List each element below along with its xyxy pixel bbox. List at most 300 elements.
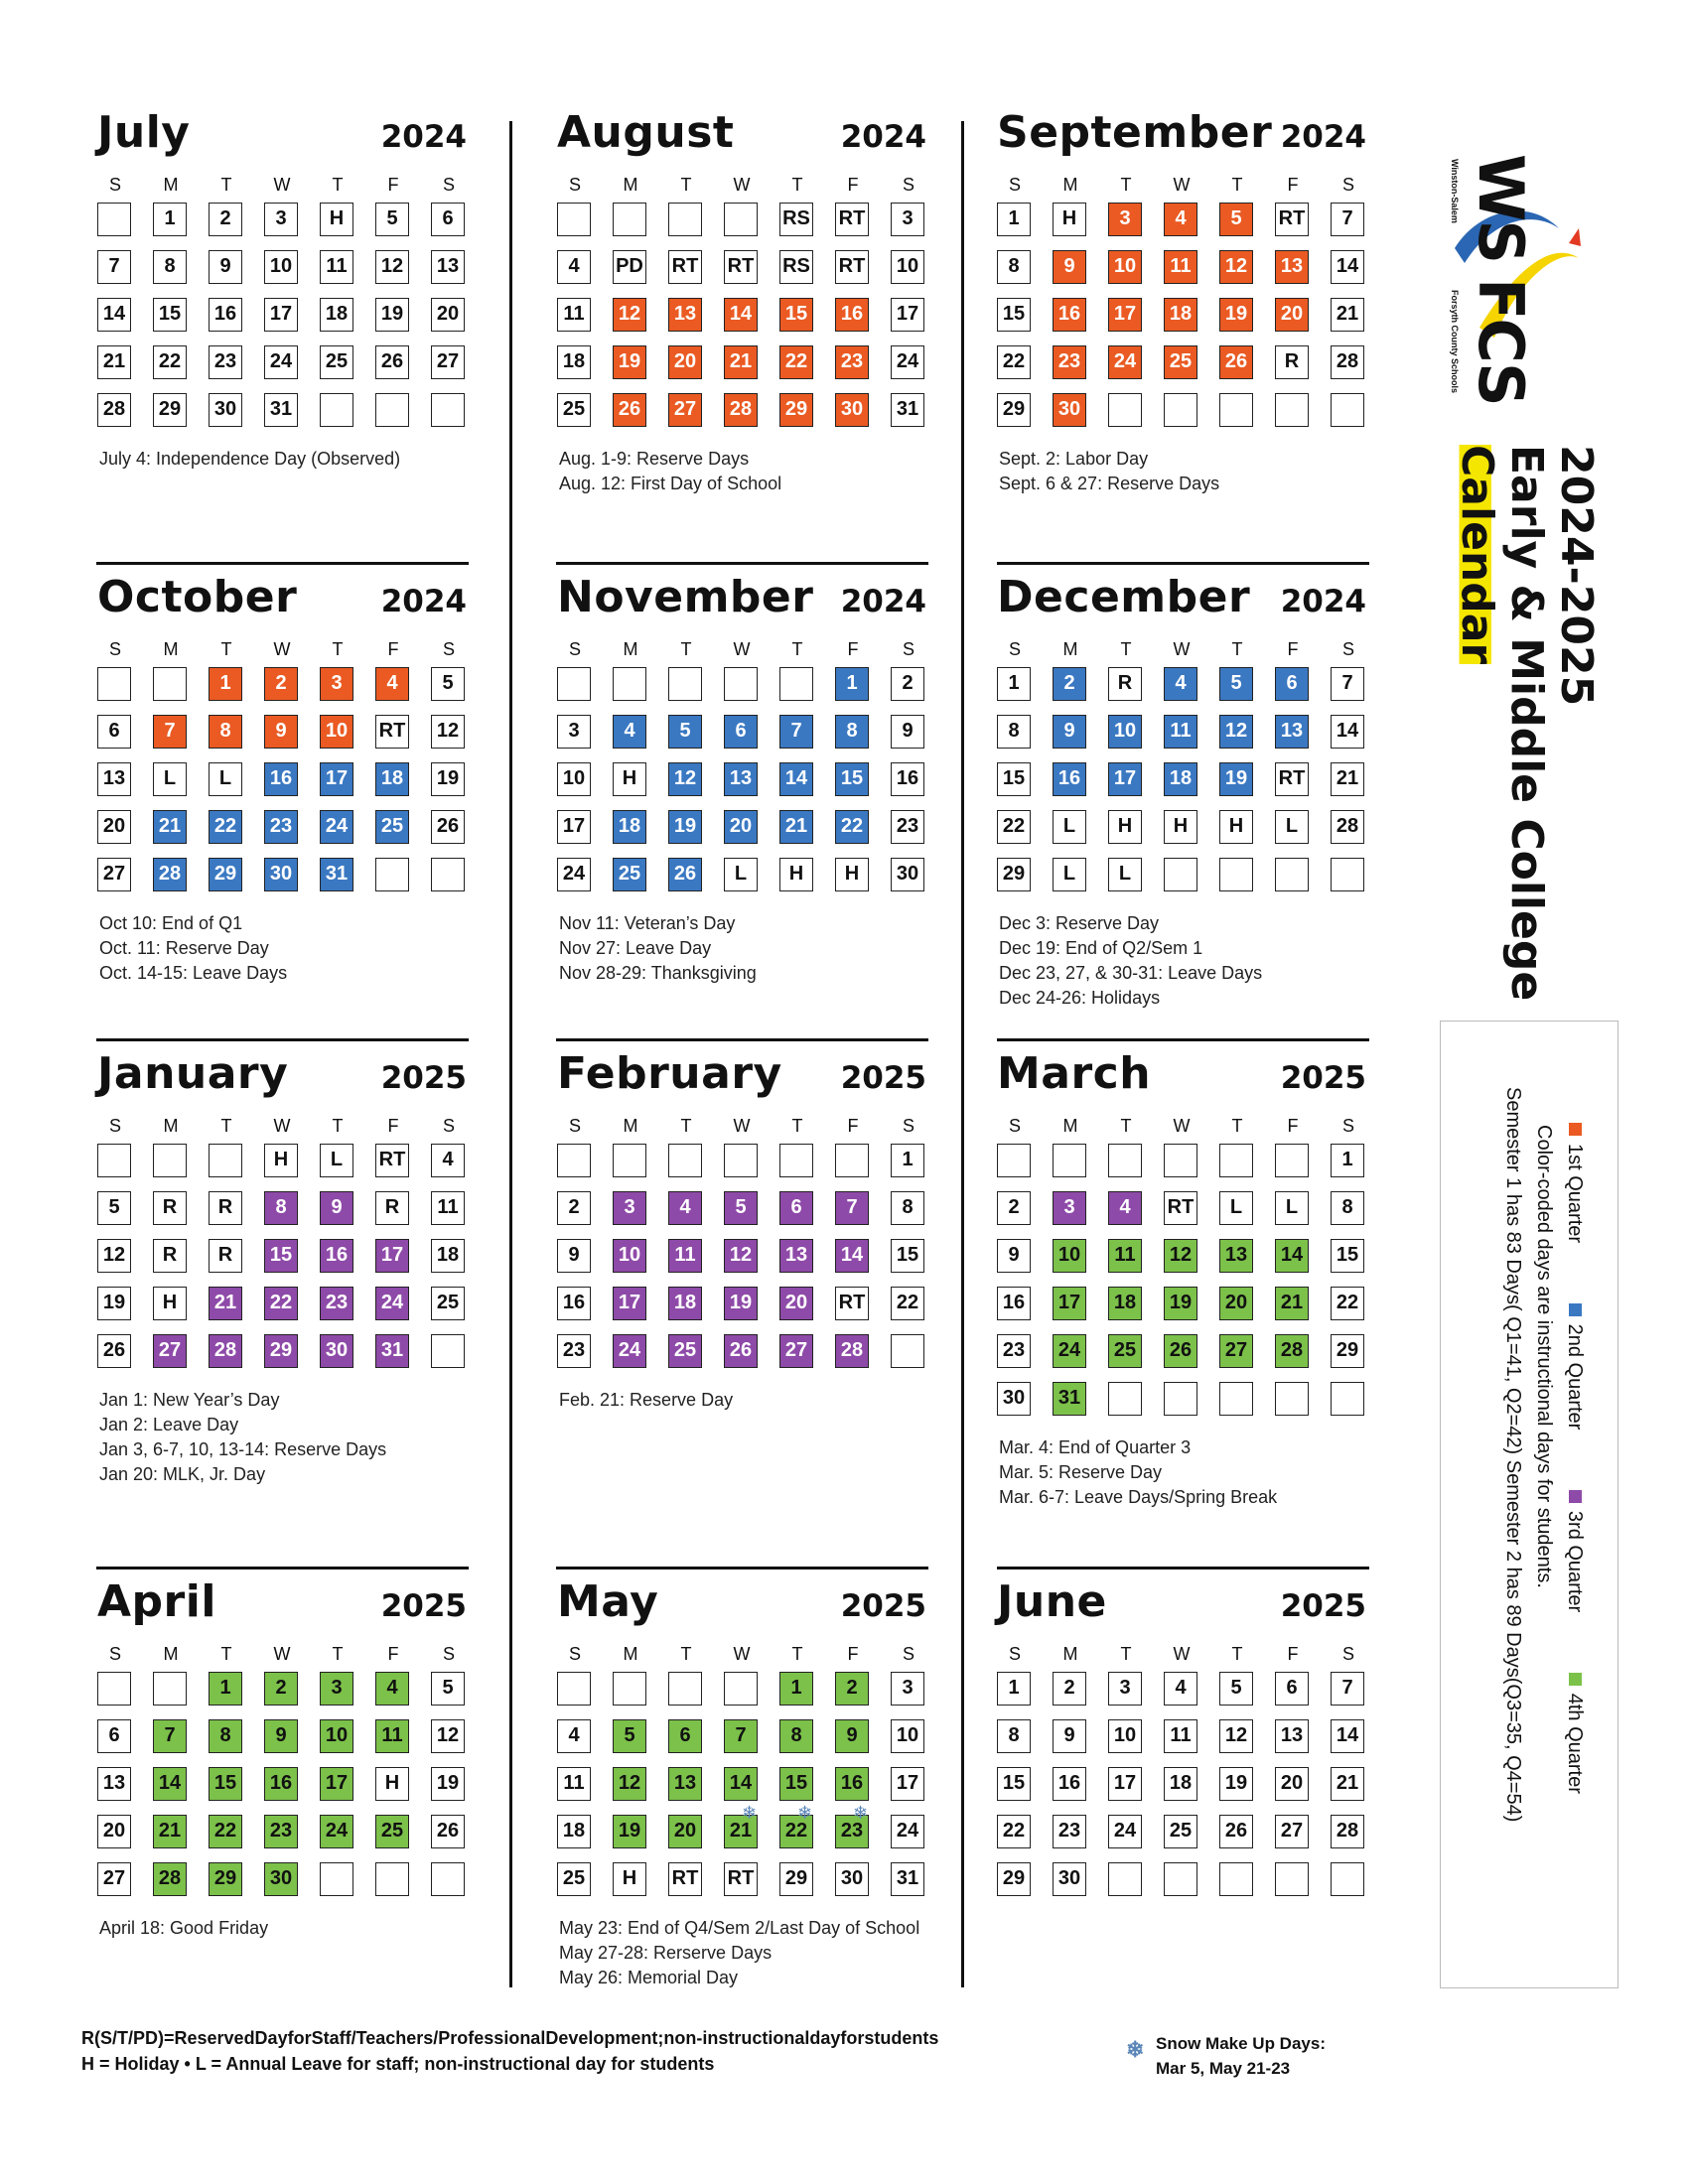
day-cell: 26 — [724, 1334, 758, 1368]
weekday-label: W — [1173, 175, 1191, 195]
weekday-label: S — [902, 1116, 914, 1136]
weekday-label: S — [108, 175, 121, 195]
day-cell: 7 — [153, 1719, 187, 1753]
day-cell: 16 — [1053, 1767, 1086, 1801]
month-year: 2025 — [840, 1060, 926, 1096]
day-cell: L — [1219, 1191, 1253, 1225]
empty-day-cell — [557, 203, 591, 236]
empty-day-cell — [1108, 1382, 1142, 1416]
weekday-label: F — [387, 639, 399, 659]
day-cell: 25 — [613, 858, 646, 891]
empty-day-cell — [724, 667, 758, 701]
weekday-header — [997, 1106, 1374, 1144]
empty-day-cell — [1219, 1144, 1253, 1177]
day-cell: 20 — [97, 1815, 131, 1848]
month-header — [557, 107, 934, 165]
day-cell: 12 — [613, 298, 646, 332]
weekday-label: S — [568, 639, 581, 659]
legend-q1-label: 1st Quarter — [1564, 1144, 1586, 1244]
day-cell: 28 — [1275, 1334, 1309, 1368]
day-cell: 15 — [264, 1239, 298, 1273]
day-cell: 11 — [1164, 250, 1197, 284]
day-cell: 2 — [557, 1191, 591, 1225]
weekday-label: T — [791, 175, 803, 195]
legend-description: Color-coded days are instructional days for students. — [1533, 1125, 1555, 1588]
weekday-label: S — [1341, 1116, 1354, 1136]
empty-day-cell — [375, 393, 409, 427]
day-grid — [557, 1144, 934, 1382]
month-header — [97, 1048, 475, 1106]
day-cell: 23 — [209, 345, 242, 379]
day-cell: 11 — [557, 298, 591, 332]
weekday-label: S — [108, 639, 121, 659]
day-cell: 12 — [1164, 1239, 1197, 1273]
day-cell: 22 — [779, 1815, 813, 1848]
day-cell: 8 — [264, 1191, 298, 1225]
note-line: Jan 2: Leave Day — [99, 1415, 239, 1434]
month-name: August — [557, 107, 735, 158]
month-march — [997, 1048, 1374, 1510]
month-header — [97, 107, 475, 165]
day-cell: 10 — [557, 762, 591, 796]
empty-day-cell — [431, 1862, 465, 1896]
day-cell: 5 — [1219, 667, 1253, 701]
month-name: March — [997, 1048, 1152, 1099]
weekday-label: S — [902, 1644, 914, 1664]
day-cell: 29 — [209, 858, 242, 891]
day-cell: 13 — [97, 1767, 131, 1801]
day-cell: 20 — [1275, 298, 1309, 332]
weekday-label: T — [1231, 1116, 1243, 1136]
day-cell: 28 — [209, 1334, 242, 1368]
empty-day-cell — [431, 858, 465, 891]
month-name: February — [557, 1048, 782, 1099]
day-cell: 12 — [724, 1239, 758, 1273]
day-cell: 30 — [835, 1862, 869, 1896]
day-cell: 4 — [1164, 203, 1197, 236]
day-cell: 2 — [264, 1672, 298, 1706]
day-cell: RT — [668, 250, 702, 284]
day-cell: 4 — [375, 667, 409, 701]
day-cell: 13 — [668, 1767, 702, 1801]
day-cell: 17 — [320, 762, 353, 796]
day-cell: 26 — [375, 345, 409, 379]
day-cell: 10 — [264, 250, 298, 284]
weekday-label: T — [1231, 1644, 1243, 1664]
month-october — [97, 572, 475, 986]
day-grid — [997, 1672, 1374, 1910]
day-cell: RT — [835, 250, 869, 284]
weekday-label: S — [568, 175, 581, 195]
empty-day-cell — [153, 1672, 187, 1706]
day-cell: 29 — [997, 393, 1031, 427]
day-cell: 24 — [375, 1287, 409, 1320]
day-cell: 16 — [209, 298, 242, 332]
weekday-header — [997, 1634, 1374, 1672]
day-cell: 14 — [1331, 250, 1364, 284]
weekday-label: S — [568, 1116, 581, 1136]
note-line: July 4: Independence Day (Observed) — [99, 449, 401, 469]
footer-legend — [81, 2025, 938, 2077]
empty-day-cell — [1275, 1382, 1309, 1416]
day-cell: RT — [1275, 762, 1309, 796]
row-divider — [997, 562, 1369, 565]
day-cell: 17 — [1108, 1767, 1142, 1801]
day-cell: 22 — [153, 345, 187, 379]
day-cell: 24 — [1108, 1815, 1142, 1848]
day-cell: 17 — [1053, 1287, 1086, 1320]
day-cell: 26 — [431, 1815, 465, 1848]
note-line: Mar. 4: End of Quarter 3 — [999, 1437, 1192, 1457]
weekday-label: T — [332, 639, 344, 659]
day-cell: 9 — [264, 715, 298, 749]
day-cell: 15 — [997, 762, 1031, 796]
day-cell: 31 — [264, 393, 298, 427]
day-cell: 25 — [1164, 345, 1197, 379]
weekday-label: W — [733, 639, 751, 659]
note-line: Oct 10: End of Q1 — [99, 913, 243, 933]
day-cell: 23 — [835, 1815, 869, 1848]
note-line: Mar. 5: Reserve Day — [999, 1462, 1163, 1482]
day-cell: 21 — [724, 1815, 758, 1848]
legend-q3-swatch — [1569, 1490, 1582, 1503]
day-cell: 5 — [97, 1191, 131, 1225]
day-cell: 2 — [209, 203, 242, 236]
day-cell: 23 — [835, 345, 869, 379]
day-cell: 9 — [891, 715, 924, 749]
day-cell: 18 — [1164, 298, 1197, 332]
day-cell: 19 — [1164, 1287, 1197, 1320]
day-cell: 6 — [1275, 1672, 1309, 1706]
day-cell: 15 — [153, 298, 187, 332]
day-cell: 19 — [1219, 298, 1253, 332]
weekday-label: M — [163, 1644, 179, 1664]
empty-day-cell — [613, 203, 646, 236]
day-cell: H — [613, 762, 646, 796]
weekday-label: T — [680, 1644, 692, 1664]
empty-day-cell — [209, 1144, 242, 1177]
empty-day-cell — [1053, 1144, 1086, 1177]
day-cell: 6 — [668, 1719, 702, 1753]
day-cell: 21 — [1331, 762, 1364, 796]
day-cell: 28 — [1331, 1815, 1364, 1848]
day-cell: 5 — [724, 1191, 758, 1225]
empty-day-cell — [1108, 393, 1142, 427]
day-cell: 20 — [724, 810, 758, 844]
day-cell: 13 — [1275, 715, 1309, 749]
weekday-label: S — [1008, 1644, 1021, 1664]
day-cell: 1 — [209, 667, 242, 701]
weekday-label: W — [1173, 639, 1191, 659]
weekday-label: T — [1120, 175, 1132, 195]
empty-day-cell — [557, 667, 591, 701]
month-name: April — [97, 1576, 216, 1627]
weekday-label: S — [108, 1644, 121, 1664]
column-divider-1 — [509, 121, 512, 1987]
day-cell: 4 — [1164, 1672, 1197, 1706]
day-cell: 27 — [1275, 1815, 1309, 1848]
day-cell: 23 — [891, 810, 924, 844]
month-september — [997, 107, 1374, 496]
weekday-label: T — [332, 1116, 344, 1136]
empty-day-cell — [724, 203, 758, 236]
day-cell: L — [1108, 858, 1142, 891]
day-cell: 6 — [97, 715, 131, 749]
weekday-label: S — [1008, 175, 1021, 195]
day-cell: H — [264, 1144, 298, 1177]
day-cell: 25 — [320, 345, 353, 379]
empty-day-cell — [1275, 1862, 1309, 1896]
month-year: 2025 — [380, 1588, 467, 1624]
day-cell: 28 — [1331, 345, 1364, 379]
day-cell: 18 — [1108, 1287, 1142, 1320]
day-cell: 26 — [1219, 345, 1253, 379]
day-cell: 7 — [1331, 203, 1364, 236]
day-cell: 16 — [1053, 762, 1086, 796]
day-cell: 16 — [1053, 298, 1086, 332]
day-cell: R — [1108, 667, 1142, 701]
empty-day-cell — [779, 667, 813, 701]
day-cell: 18 — [1164, 1767, 1197, 1801]
day-cell: H — [779, 858, 813, 891]
day-cell: 24 — [320, 810, 353, 844]
weekday-label: S — [1008, 639, 1021, 659]
day-cell: 28 — [1331, 810, 1364, 844]
day-cell: 23 — [264, 1815, 298, 1848]
month-name: July — [97, 107, 191, 158]
day-cell: 7 — [1331, 1672, 1364, 1706]
day-cell: 14 — [97, 298, 131, 332]
day-cell: 8 — [209, 1719, 242, 1753]
day-cell: 13 — [668, 298, 702, 332]
day-cell: 1 — [997, 1672, 1031, 1706]
day-cell: 16 — [997, 1287, 1031, 1320]
day-cell: 1 — [209, 1672, 242, 1706]
month-header — [997, 572, 1374, 629]
day-cell: 24 — [1053, 1334, 1086, 1368]
month-year: 2024 — [380, 119, 467, 155]
day-cell: 26 — [613, 393, 646, 427]
day-cell: 19 — [724, 1287, 758, 1320]
day-cell: 24 — [557, 858, 591, 891]
legend-semesters: Semester 1 has 83 Days( Q1=41, Q2=42) Semester 2 has 89 Days(Q3=35, Q4=54) — [1502, 1087, 1524, 1823]
day-cell: R — [375, 1191, 409, 1225]
day-cell: 22 — [779, 345, 813, 379]
day-cell: 3 — [1053, 1191, 1086, 1225]
note-line: Dec 19: End of Q2/Sem 1 — [999, 938, 1203, 958]
month-header — [557, 1048, 934, 1106]
day-cell: 3 — [891, 203, 924, 236]
day-cell: 14 — [724, 1767, 758, 1801]
day-grid — [97, 1144, 475, 1382]
month-header — [997, 1576, 1374, 1634]
day-cell: 8 — [891, 1191, 924, 1225]
day-cell: 4 — [557, 250, 591, 284]
day-cell: 9 — [835, 1719, 869, 1753]
day-cell: 3 — [891, 1672, 924, 1706]
weekday-label: S — [902, 175, 914, 195]
empty-day-cell — [724, 1672, 758, 1706]
day-cell: 16 — [264, 1767, 298, 1801]
weekday-label: T — [1231, 175, 1243, 195]
day-cell: H — [1108, 810, 1142, 844]
day-cell: 7 — [1331, 667, 1364, 701]
empty-day-cell — [320, 1862, 353, 1896]
weekday-label: W — [273, 1116, 291, 1136]
day-cell: 12 — [1219, 250, 1253, 284]
weekday-label: M — [1062, 1116, 1078, 1136]
day-cell: H — [153, 1287, 187, 1320]
day-cell: 1 — [891, 1144, 924, 1177]
weekday-label: M — [163, 1116, 179, 1136]
day-cell: 5 — [1219, 1672, 1253, 1706]
day-cell: 4 — [431, 1144, 465, 1177]
legend-quarters — [1559, 1123, 1590, 1822]
empty-day-cell — [613, 667, 646, 701]
weekday-label: W — [273, 175, 291, 195]
day-cell: 19 — [431, 762, 465, 796]
empty-day-cell — [153, 667, 187, 701]
note-line: Jan 3, 6-7, 10, 13-14: Reserve Days — [99, 1439, 387, 1459]
weekday-header — [557, 1106, 934, 1144]
month-may — [557, 1576, 934, 1990]
day-cell: 22 — [997, 810, 1031, 844]
day-cell: 10 — [891, 1719, 924, 1753]
weekday-label: F — [387, 175, 399, 195]
day-grid — [997, 1144, 1374, 1430]
day-cell: 29 — [264, 1334, 298, 1368]
day-cell: 9 — [557, 1239, 591, 1273]
month-notes — [999, 911, 1376, 1011]
weekday-label: S — [1341, 175, 1354, 195]
empty-day-cell — [1108, 1144, 1142, 1177]
day-cell: 24 — [891, 345, 924, 379]
day-cell: 18 — [375, 762, 409, 796]
month-header — [557, 1576, 934, 1634]
day-cell: 18 — [668, 1287, 702, 1320]
empty-day-cell — [668, 1672, 702, 1706]
empty-day-cell — [613, 1672, 646, 1706]
day-cell: 31 — [891, 393, 924, 427]
row-divider — [556, 562, 928, 565]
day-grid — [997, 667, 1374, 905]
day-cell: 19 — [431, 1767, 465, 1801]
day-cell: 8 — [835, 715, 869, 749]
empty-day-cell — [1219, 1862, 1253, 1896]
day-cell: 16 — [264, 762, 298, 796]
day-cell: 17 — [891, 1767, 924, 1801]
day-cell: 23 — [264, 810, 298, 844]
month-notes — [559, 1388, 936, 1413]
empty-day-cell — [97, 667, 131, 701]
month-notes — [99, 447, 477, 472]
weekday-label: T — [791, 1644, 803, 1664]
empty-day-cell — [668, 667, 702, 701]
day-cell: 4 — [1164, 667, 1197, 701]
day-cell: 8 — [779, 1719, 813, 1753]
empty-day-cell — [997, 1144, 1031, 1177]
day-cell: 15 — [891, 1239, 924, 1273]
day-cell: 7 — [97, 250, 131, 284]
empty-day-cell — [1164, 393, 1197, 427]
month-notes — [999, 1435, 1376, 1510]
weekday-label: S — [442, 175, 455, 195]
legend-q4-swatch — [1569, 1673, 1582, 1686]
day-cell: RT — [375, 715, 409, 749]
day-cell: RT — [724, 1862, 758, 1896]
month-august — [557, 107, 934, 496]
day-cell: 20 — [668, 345, 702, 379]
day-cell: 26 — [1164, 1334, 1197, 1368]
month-name: November — [557, 572, 814, 622]
month-year: 2024 — [1280, 119, 1366, 155]
empty-day-cell — [431, 393, 465, 427]
day-cell: 21 — [153, 810, 187, 844]
snowflake-icon: ❄ — [742, 1803, 758, 1823]
day-cell: 13 — [779, 1239, 813, 1273]
day-cell: 10 — [613, 1239, 646, 1273]
empty-day-cell — [668, 203, 702, 236]
day-cell: 11 — [557, 1767, 591, 1801]
day-cell: 24 — [613, 1334, 646, 1368]
day-cell: 4 — [375, 1672, 409, 1706]
day-cell: 21 — [97, 345, 131, 379]
weekday-label: F — [387, 1116, 399, 1136]
day-cell: 22 — [209, 810, 242, 844]
day-cell: 22 — [835, 810, 869, 844]
day-cell: 6 — [724, 715, 758, 749]
day-cell: 4 — [613, 715, 646, 749]
day-cell: 5 — [375, 203, 409, 236]
note-line: Feb. 21: Reserve Day — [559, 1390, 734, 1410]
day-cell: 12 — [613, 1767, 646, 1801]
day-cell: 11 — [431, 1191, 465, 1225]
day-cell: 21 — [209, 1287, 242, 1320]
weekday-label: S — [442, 1116, 455, 1136]
day-cell: 30 — [264, 858, 298, 891]
note-line: May 23: End of Q4/Sem 2/Last Day of School — [559, 1918, 920, 1938]
footer-reserved-key: R(S/T/PD)=ReservedDayforStaff/Teachers/ProfessionalDevelopment;non-instructionaldayforstudents — [81, 2028, 939, 2048]
day-cell: L — [1275, 1191, 1309, 1225]
weekday-label: W — [273, 1644, 291, 1664]
column-divider-2 — [961, 121, 964, 1987]
day-cell: 10 — [1108, 1719, 1142, 1753]
empty-day-cell — [1164, 1382, 1197, 1416]
day-cell: 28 — [153, 1862, 187, 1896]
weekday-label: F — [1287, 639, 1299, 659]
day-cell: RT — [835, 203, 869, 236]
logo-small-text-1: Winston-Salem — [1450, 159, 1460, 223]
day-cell: 11 — [668, 1239, 702, 1273]
day-cell: 10 — [1108, 715, 1142, 749]
weekday-label: S — [442, 639, 455, 659]
day-cell: 13 — [1275, 250, 1309, 284]
empty-day-cell — [1219, 1382, 1253, 1416]
day-cell: 9 — [1053, 1719, 1086, 1753]
day-cell: 20 — [97, 810, 131, 844]
day-cell: 7 — [835, 1191, 869, 1225]
weekday-label: T — [332, 175, 344, 195]
day-cell: 29 — [997, 858, 1031, 891]
day-cell: 23 — [320, 1287, 353, 1320]
snow-makeup-days: Mar 5, May 21-23 — [1156, 2059, 1291, 2078]
day-cell: 26 — [1219, 1815, 1253, 1848]
day-cell: 20 — [431, 298, 465, 332]
day-cell: 14 — [1275, 1239, 1309, 1273]
day-cell: 1 — [153, 203, 187, 236]
empty-day-cell — [1331, 393, 1364, 427]
day-cell: 6 — [1275, 667, 1309, 701]
